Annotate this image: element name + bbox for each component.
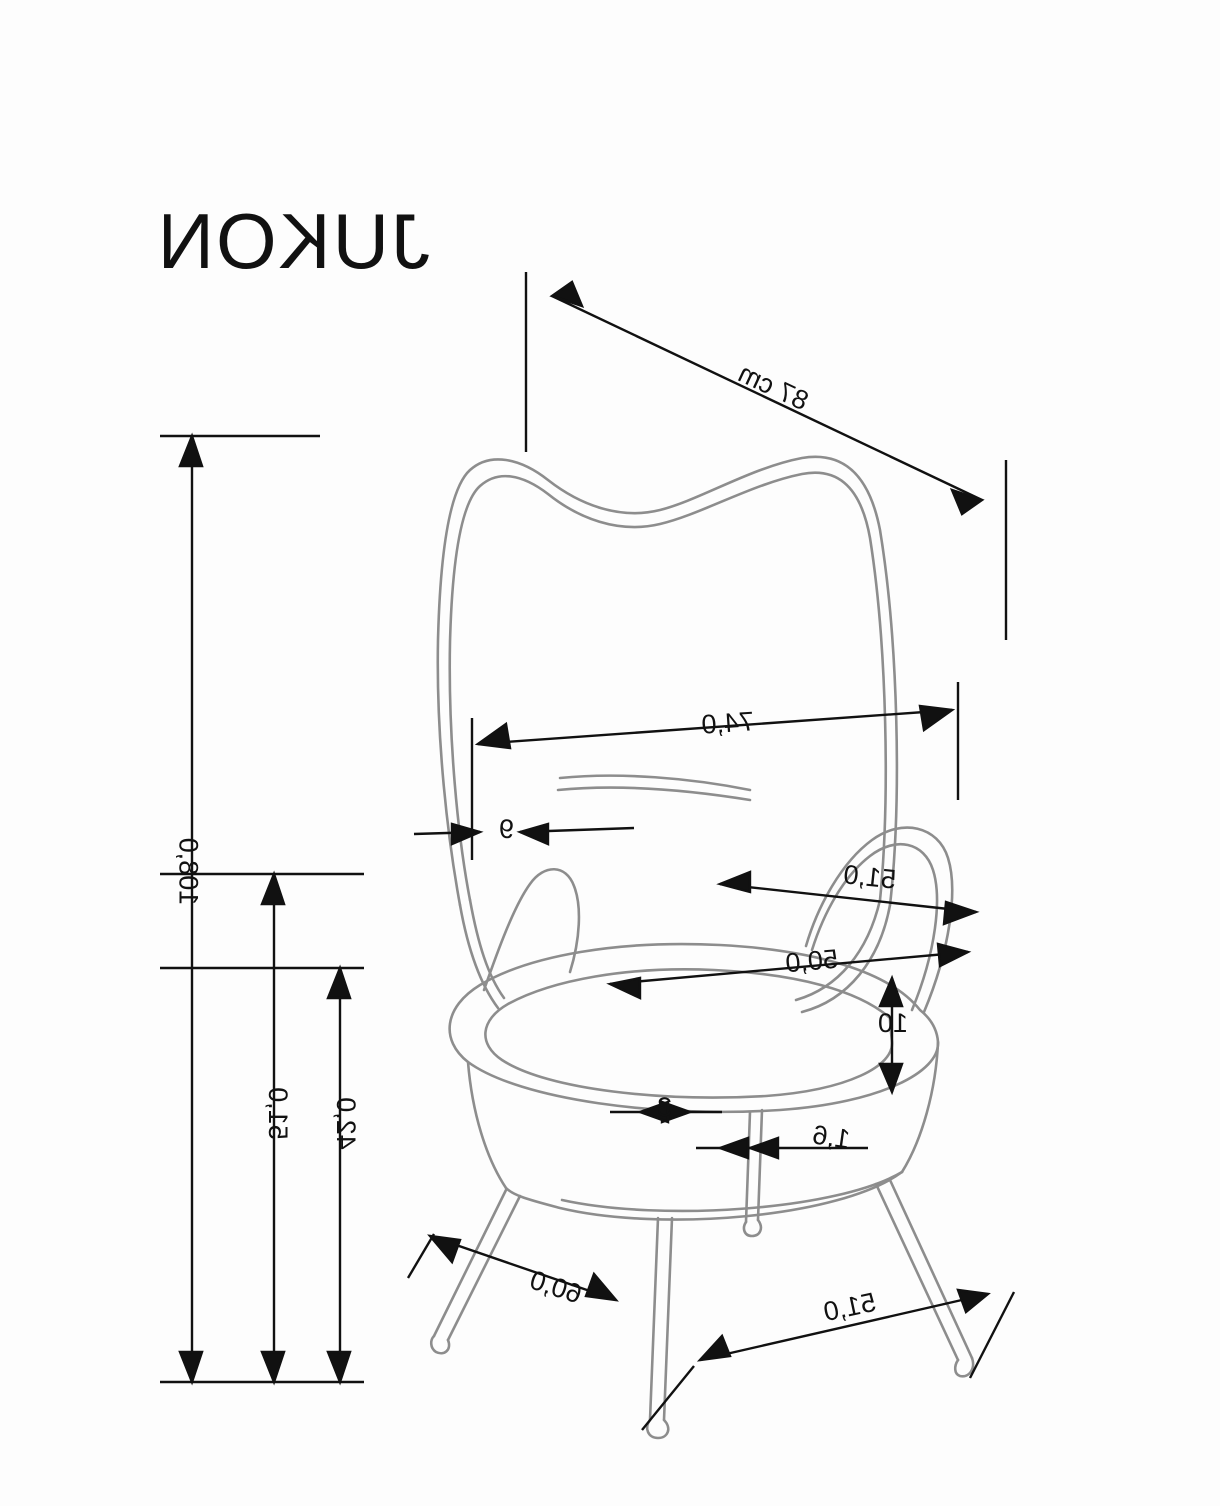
dimension-label-backrest-thickness: 9 xyxy=(498,814,514,844)
dimension-label-armrest-height: 51,0 xyxy=(263,1087,294,1140)
dimension-lines xyxy=(160,272,1014,1430)
dimension-label-seat-width-inner: 50,0 xyxy=(784,943,840,979)
chair-outline xyxy=(431,457,973,1438)
dimension-label-seat-width-outer: 51,0 xyxy=(842,859,898,895)
dimension-label-footprint-left: 51,0 xyxy=(820,1286,879,1328)
dimension-label-depth-overall: 87 cm xyxy=(733,357,814,417)
dimension-label-backrest-width: 74,0 xyxy=(700,706,755,740)
brand-logo: JUKON xyxy=(155,197,430,285)
dimension-label-seat-cushion-height: 10 xyxy=(877,1008,908,1038)
dimension-label-footprint-right: 60,0 xyxy=(526,1264,586,1310)
dimension-label-leg-diameter-bottom: 1,6 xyxy=(810,1119,852,1155)
dimension-label-total-height: 108,0 xyxy=(173,837,204,906)
dimension-label-seat-height: 42,0 xyxy=(331,1097,362,1150)
dimension-label-leg-diameter-top: 3 xyxy=(656,1092,672,1122)
